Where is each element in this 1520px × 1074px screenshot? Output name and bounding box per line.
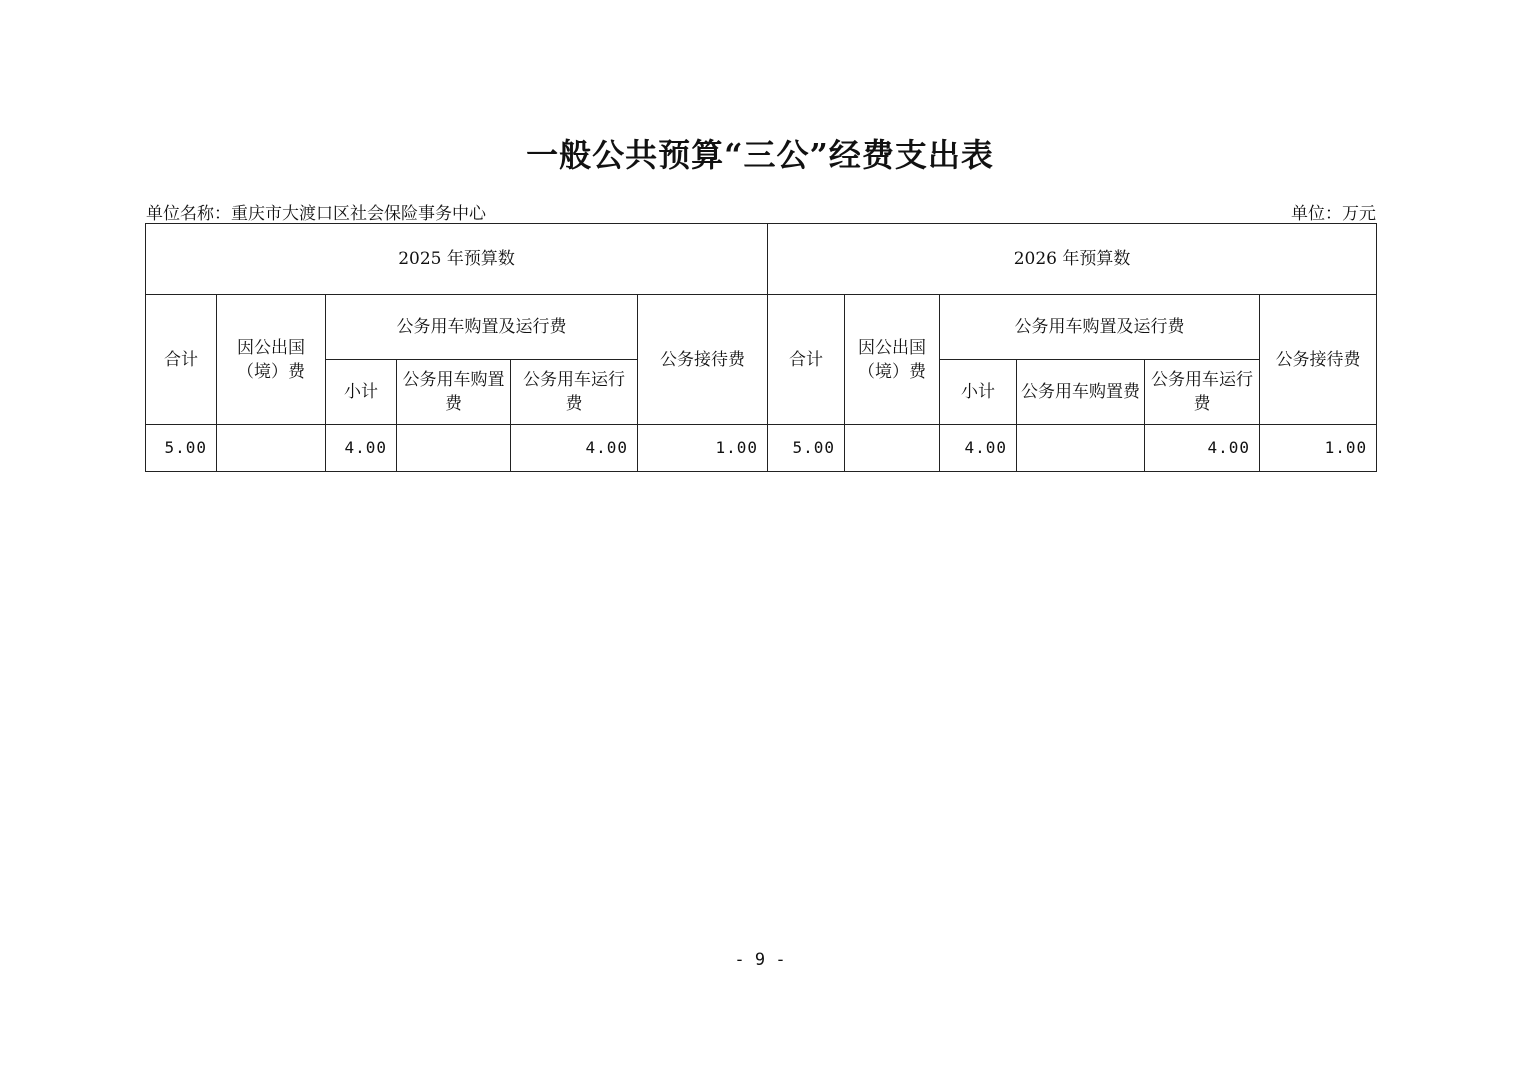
cell-vehicle-purchase-2026 xyxy=(1017,425,1145,472)
header-abroad-2026: 因公出国（境）费 xyxy=(845,295,940,425)
unit-name: 单位名称：重庆市大渡口区社会保险事务中心 xyxy=(146,204,486,224)
cell-total-2026: 5.00 xyxy=(768,425,845,472)
header-total-2025: 合计 xyxy=(146,295,217,425)
header-abroad-2025: 因公出国（境）费 xyxy=(217,295,326,425)
cell-subtotal-2025: 4.00 xyxy=(326,425,397,472)
header-vehicle-group-2026: 公务用车购置及运行费 xyxy=(940,295,1260,360)
header-vehicle-purchase-2026: 公务用车购置费 xyxy=(1017,360,1145,425)
document-title: 一般公共预算“三公”经费支出表 xyxy=(526,136,994,174)
table-row xyxy=(146,425,1377,472)
header-reception-2025: 公务接待费 xyxy=(638,295,768,425)
header-vehicle-operation-2026: 公务用车运行费 xyxy=(1145,360,1260,425)
cell-abroad-2025 xyxy=(217,425,326,472)
cell-reception-2025: 1.00 xyxy=(638,425,768,472)
header-vehicle-operation-2025: 公务用车运行费 xyxy=(511,360,638,425)
year-header-2025: 2025 年预算数 xyxy=(146,224,768,295)
cell-subtotal-2026: 4.00 xyxy=(940,425,1017,472)
header-reception-2026: 公务接待费 xyxy=(1260,295,1377,425)
header-vehicle-group-2025: 公务用车购置及运行费 xyxy=(326,295,638,360)
unit-label: 单位：万元 xyxy=(1291,204,1376,224)
year-header-row xyxy=(146,224,1377,295)
header-total-2026: 合计 xyxy=(768,295,845,425)
column-header-row xyxy=(146,295,1377,360)
cell-vehicle-purchase-2025 xyxy=(397,425,511,472)
header-subtotal-2026: 小计 xyxy=(940,360,1017,425)
header-vehicle-purchase-2025: 公务用车购置费 xyxy=(397,360,511,425)
cell-total-2025: 5.00 xyxy=(146,425,217,472)
budget-table xyxy=(145,223,1377,472)
cell-vehicle-operation-2025: 4.00 xyxy=(511,425,638,472)
cell-vehicle-operation-2026: 4.00 xyxy=(1145,425,1260,472)
year-header-2026: 2026 年预算数 xyxy=(768,224,1377,295)
header-subtotal-2025: 小计 xyxy=(326,360,397,425)
cell-abroad-2026 xyxy=(845,425,940,472)
page-number: - 9 - xyxy=(734,950,786,970)
cell-reception-2026: 1.00 xyxy=(1260,425,1377,472)
